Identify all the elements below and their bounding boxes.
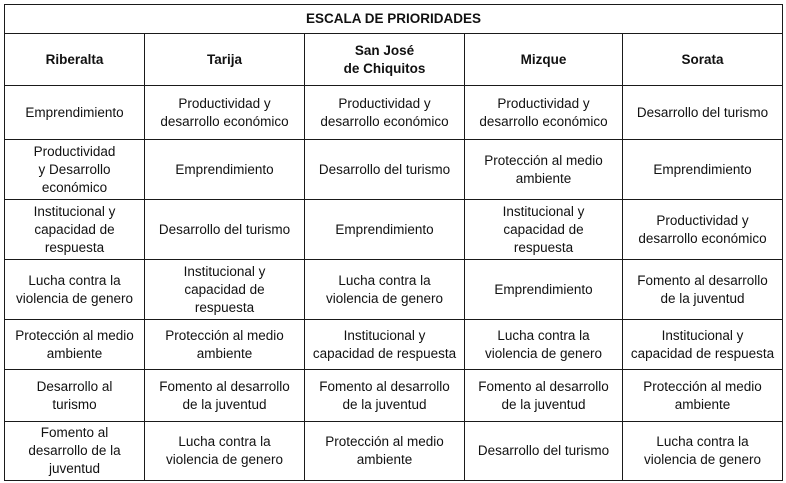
column-header-row <box>5 34 783 86</box>
table-cell: Desarrollo del turismo <box>145 200 305 260</box>
table-row <box>5 140 783 200</box>
table-cell: Emprendimiento <box>5 86 145 140</box>
table-cell: Desarrollo del turismo <box>623 86 783 140</box>
table-cell: Institucional y capacidad de respuesta <box>623 320 783 370</box>
column-header-mizque: Mizque <box>465 34 623 86</box>
table-cell: Desarrollo al turismo <box>5 370 145 422</box>
column-header-san-jose-de-chiquitos: San José de Chiquitos <box>305 34 465 86</box>
table-cell: Institucional y capacidad de respuesta <box>5 200 145 260</box>
table-row <box>5 260 783 320</box>
table-row <box>5 86 783 140</box>
priority-scale-table <box>4 4 783 481</box>
table-cell: Productividad y desarrollo económico <box>623 200 783 260</box>
table-cell: Protección al medio ambiente <box>145 320 305 370</box>
column-header-riberalta: Riberalta <box>5 34 145 86</box>
priority-scale-document <box>4 4 782 481</box>
table-row <box>5 422 783 481</box>
table-cell: Emprendimiento <box>623 140 783 200</box>
table-cell: Productividad y desarrollo económico <box>145 86 305 140</box>
table-cell: Fomento al desarrollo de la juventud <box>623 260 783 320</box>
table-cell: Lucha contra la violencia de genero <box>623 422 783 481</box>
table-cell: Protección al medio ambiente <box>465 140 623 200</box>
table-cell: Lucha contra la violencia de genero <box>5 260 145 320</box>
table-title-row <box>5 5 783 34</box>
table-cell: Lucha contra la violencia de genero <box>465 320 623 370</box>
table-row <box>5 320 783 370</box>
table-cell: Lucha contra la violencia de genero <box>145 422 305 481</box>
table-cell: Fomento al desarrollo de la juventud <box>465 370 623 422</box>
table-cell: Desarrollo del turismo <box>305 140 465 200</box>
table-cell: Protección al medio ambiente <box>5 320 145 370</box>
table-cell: Productividad y desarrollo económico <box>465 86 623 140</box>
table-title: ESCALA DE PRIORIDADES <box>5 5 783 34</box>
table-cell: Desarrollo del turismo <box>465 422 623 481</box>
table-cell: Fomento al desarrollo de la juventud <box>145 370 305 422</box>
table-cell: Emprendimiento <box>145 140 305 200</box>
table-row <box>5 200 783 260</box>
table-cell: Institucional y capacidad de respuesta <box>305 320 465 370</box>
table-cell: Emprendimiento <box>305 200 465 260</box>
table-row <box>5 370 783 422</box>
table-cell: Protección al medio ambiente <box>305 422 465 481</box>
column-header-tarija: Tarija <box>145 34 305 86</box>
table-cell: Lucha contra la violencia de genero <box>305 260 465 320</box>
table-cell: Institucional y capacidad de respuesta <box>465 200 623 260</box>
table-cell: Institucional y capacidad de respuesta <box>145 260 305 320</box>
column-header-sorata: Sorata <box>623 34 783 86</box>
table-cell: Emprendimiento <box>465 260 623 320</box>
table-cell: Productividad y desarrollo económico <box>305 86 465 140</box>
table-cell: Protección al medio ambiente <box>623 370 783 422</box>
table-cell: Fomento al desarrollo de la juventud <box>5 422 145 481</box>
table-cell: Productividad y Desarrollo económico <box>5 140 145 200</box>
table-cell: Fomento al desarrollo de la juventud <box>305 370 465 422</box>
